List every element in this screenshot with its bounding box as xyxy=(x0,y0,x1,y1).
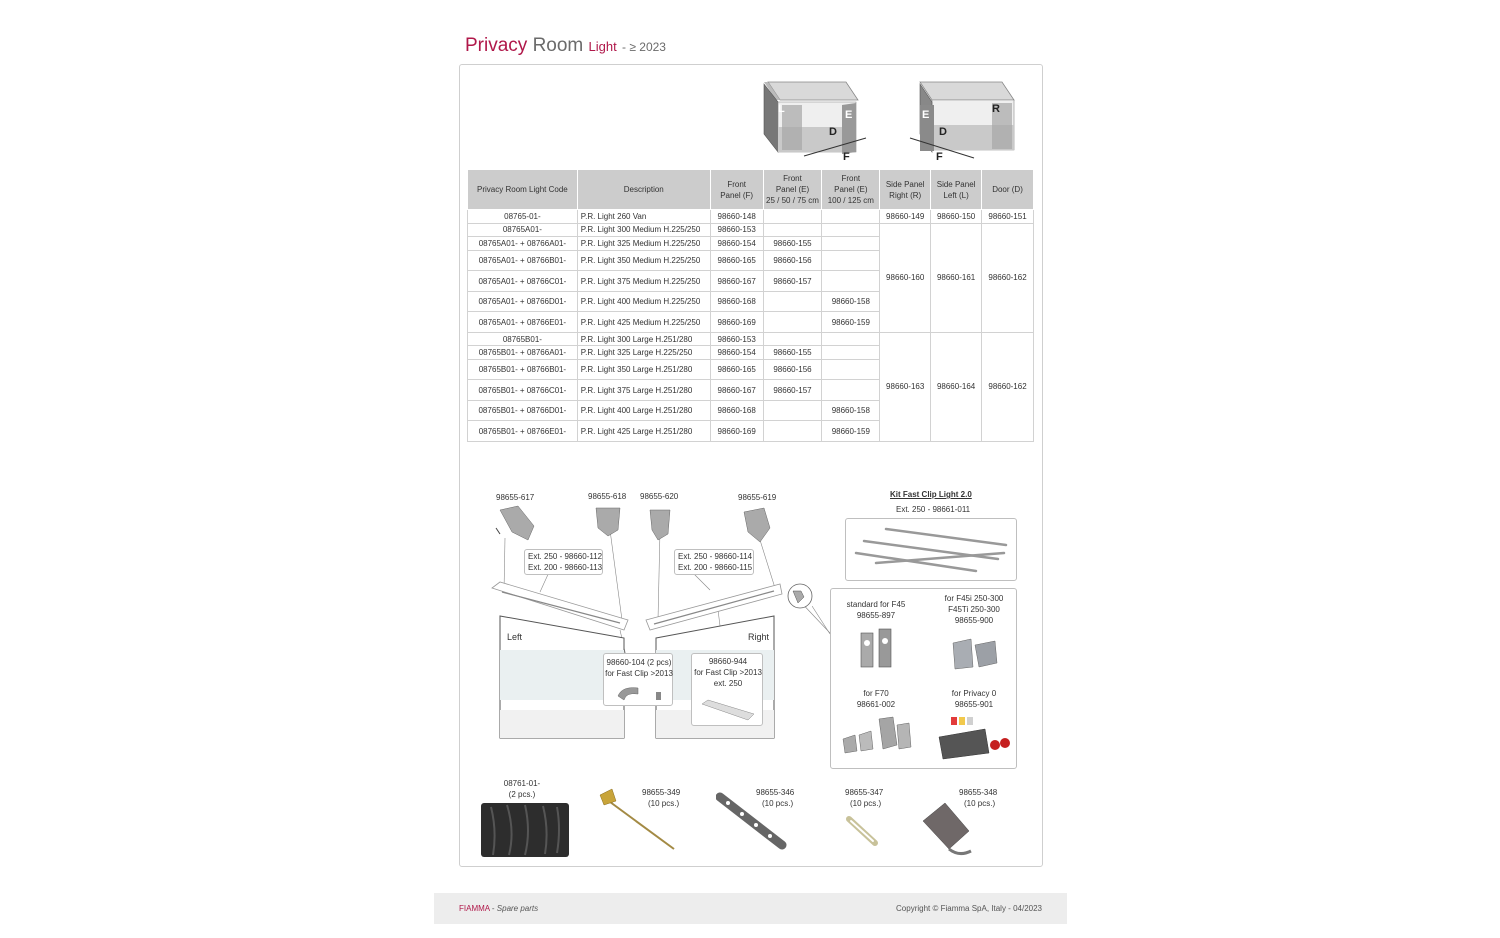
label-98655-617: 98655-617 xyxy=(496,493,535,502)
table-row xyxy=(468,210,1034,224)
clip-104-note: for Fast Clip >2013 xyxy=(605,669,673,678)
cell-front-e2: 98660-158 xyxy=(822,291,880,312)
adapter-f45i-code: 98655-900 xyxy=(954,616,994,625)
header-front-panel-e-small: Front Panel (E) 25 / 50 / 75 cm xyxy=(763,170,822,210)
cell-front-e1: 98660-157 xyxy=(763,271,822,292)
cell-front-f: 98660-167 xyxy=(710,271,763,292)
rail-left-label-box xyxy=(524,549,603,575)
cell-front-e1 xyxy=(763,312,822,333)
label-98655-620: 98655-620 xyxy=(640,492,679,501)
cell-front-e2: 98660-159 xyxy=(822,312,880,333)
cell-front-e2 xyxy=(822,223,880,237)
cell-front-e1: 98660-155 xyxy=(763,346,822,360)
rail-right-ext200: Ext. 200 - 98660-115 xyxy=(678,563,753,572)
clip-944-ext: ext. 250 xyxy=(713,679,743,688)
cell-desc: P.R. Light 375 Large H.251/280 xyxy=(577,380,710,401)
cell-front-e2: 98660-158 xyxy=(822,400,880,421)
cell-side-left: 98660-150 xyxy=(931,210,982,224)
diagram-left-l: L xyxy=(778,103,785,115)
cell-code: 08765-01- xyxy=(468,210,578,224)
cell-front-e1: 98660-157 xyxy=(763,380,822,401)
kit-fast-clip-rails-icon xyxy=(850,523,1014,579)
clip-944-box xyxy=(691,653,763,726)
ring-347-qty: (10 pcs.) xyxy=(850,799,882,808)
cell-front-e2 xyxy=(822,210,880,224)
title-light: Light xyxy=(588,39,617,54)
cell-front-e1 xyxy=(763,400,822,421)
title-privacy: Privacy xyxy=(465,35,528,56)
cell-door: 98660-162 xyxy=(982,223,1034,332)
cell-desc: P.R. Light 350 Large H.251/280 xyxy=(577,359,710,380)
peg-349-code: 98655-349 xyxy=(642,788,681,797)
footer-brand-line xyxy=(459,904,538,913)
cell-front-f: 98660-169 xyxy=(710,421,763,442)
diagram-right-r: R xyxy=(992,103,1000,115)
adapter-f45ti: F45Ti 250-300 xyxy=(948,605,1000,614)
rail-left-ext250: Ext. 250 - 98660-112 xyxy=(528,552,603,561)
diagram-left-f: F xyxy=(843,151,850,163)
cell-front-f: 98660-168 xyxy=(710,291,763,312)
cell-front-f: 98660-168 xyxy=(710,400,763,421)
cell-desc: P.R. Light 260 Van xyxy=(577,210,710,224)
adapter-privacy-code: 98655-901 xyxy=(954,700,994,709)
adapter-privacy-icon xyxy=(937,715,1013,763)
cell-desc: P.R. Light 400 Medium H.225/250 xyxy=(577,291,710,312)
cell-front-e1 xyxy=(763,223,822,237)
adapter-f70-code: 98661-002 xyxy=(856,700,896,709)
cell-front-e1 xyxy=(763,421,822,442)
cell-code: 08765A01- + 08766B01- xyxy=(468,250,578,271)
parts-table xyxy=(467,169,1034,442)
bag-code: 08761-01- xyxy=(503,779,541,788)
footer-brand: FIAMMA xyxy=(459,904,490,913)
cell-front-e1: 98660-156 xyxy=(763,250,822,271)
table-row xyxy=(468,223,1034,237)
clip-944-icon xyxy=(700,698,756,722)
cell-front-e2 xyxy=(822,346,880,360)
header-description: Description xyxy=(577,170,710,210)
cell-side-right: 98660-149 xyxy=(880,210,931,224)
cell-desc: P.R. Light 300 Medium H.225/250 xyxy=(577,223,710,237)
cell-front-f: 98660-165 xyxy=(710,250,763,271)
adapter-f70-icon xyxy=(839,715,915,759)
cell-door: 98660-162 xyxy=(982,332,1034,441)
cell-code: 08765A01- + 08766D01- xyxy=(468,291,578,312)
adapters-box xyxy=(830,588,1017,769)
cell-code: 08765B01- + 08766E01- xyxy=(468,421,578,442)
adapter-f45-code: 98655-897 xyxy=(856,611,896,620)
title-room: Room xyxy=(532,35,584,56)
strap-346-icon xyxy=(716,791,790,851)
kit-fast-clip-box xyxy=(845,518,1017,581)
clip-620-icon xyxy=(650,510,670,540)
cell-front-e1: 98660-156 xyxy=(763,359,822,380)
ring-347-icon xyxy=(843,815,883,849)
kit-fast-clip-title: Kit Fast Clip Light 2.0 xyxy=(890,490,972,499)
label-98655-618: 98655-618 xyxy=(588,492,627,501)
page-footer xyxy=(434,893,1067,924)
diagram-left-e: E xyxy=(845,109,853,121)
clip-617-icon xyxy=(496,506,534,540)
header-front-panel-f: Front Panel (F) xyxy=(710,170,763,210)
clip-104-box xyxy=(603,653,673,706)
cell-front-f: 98660-148 xyxy=(710,210,763,224)
cell-code: 08765A01- + 08766A01- xyxy=(468,237,578,251)
cell-door: 98660-151 xyxy=(982,210,1034,224)
hook-348-qty: (10 pcs.) xyxy=(964,799,996,808)
cell-code: 08765A01- + 08766E01- xyxy=(468,312,578,333)
kit-fast-clip-code: Ext. 250 - 98661-011 xyxy=(896,505,971,514)
rail-right-ext250: Ext. 250 - 98660-114 xyxy=(678,552,753,561)
cell-side-right: 98660-160 xyxy=(880,223,931,332)
cell-front-e2 xyxy=(822,271,880,292)
cell-code: 08765B01- + 08766C01- xyxy=(468,380,578,401)
adapter-f45i-icon xyxy=(949,633,1001,673)
cell-front-f: 98660-153 xyxy=(710,332,763,346)
cell-desc: P.R. Light 325 Medium H.225/250 xyxy=(577,237,710,251)
hook-348-code: 98655-348 xyxy=(959,788,998,797)
cell-code: 08765B01- xyxy=(468,332,578,346)
header-door: Door (D) xyxy=(982,170,1034,210)
clip-619-icon xyxy=(744,508,770,542)
cell-front-f: 98660-154 xyxy=(710,237,763,251)
cell-code: 08765A01- xyxy=(468,223,578,237)
cell-front-f: 98660-167 xyxy=(710,380,763,401)
diagram-right-d: D xyxy=(939,126,947,138)
cell-desc: P.R. Light 425 Large H.251/280 xyxy=(577,421,710,442)
cell-front-e2 xyxy=(822,380,880,401)
storage-bag-icon xyxy=(481,803,569,857)
hook-348-icon xyxy=(919,801,979,857)
diagram-right-f: F xyxy=(936,151,943,163)
adapter-f45-icon xyxy=(855,627,899,675)
clip-104-code: 98660-104 (2 pcs) xyxy=(606,658,672,667)
cell-front-e1: 98660-155 xyxy=(763,237,822,251)
cell-front-e1 xyxy=(763,332,822,346)
clip-618-icon xyxy=(596,508,620,536)
header-front-panel-e-large: Front Panel (E) 100 / 125 cm xyxy=(822,170,880,210)
cell-front-e2: 98660-159 xyxy=(822,421,880,442)
adapter-privacy-title: for Privacy 0 xyxy=(951,689,997,698)
cell-desc: P.R. Light 350 Medium H.225/250 xyxy=(577,250,710,271)
strap-346-qty: (10 pcs.) xyxy=(762,799,794,808)
label-left: Left xyxy=(507,632,523,642)
cell-front-f: 98660-153 xyxy=(710,223,763,237)
cell-side-left: 98660-161 xyxy=(931,223,982,332)
rail-left-ext200: Ext. 200 - 98660-113 xyxy=(528,563,603,572)
bag-qty: (2 pcs.) xyxy=(508,790,536,799)
cell-front-e2 xyxy=(822,332,880,346)
diagram-right-e: E xyxy=(922,109,930,121)
cell-desc: P.R. Light 325 Large H.225/250 xyxy=(577,346,710,360)
header-side-panel-right: Side Panel Right (R) xyxy=(880,170,931,210)
clip-944-note: for Fast Clip >2013 xyxy=(694,668,762,677)
rail-right-label-box xyxy=(674,549,754,575)
clip-104-icon xyxy=(616,684,666,702)
cell-front-e1 xyxy=(763,210,822,224)
diagram-left-d: D xyxy=(829,126,837,138)
footer-separator: - xyxy=(489,904,497,913)
cell-desc: P.R. Light 400 Large H.251/280 xyxy=(577,400,710,421)
table-row xyxy=(468,332,1034,346)
cell-front-e2 xyxy=(822,237,880,251)
cell-code: 08765A01- + 08766C01- xyxy=(468,271,578,292)
footer-subtitle: Spare parts xyxy=(496,904,539,913)
adapter-connector xyxy=(812,606,832,636)
peg-349-icon xyxy=(598,787,681,853)
cell-front-e2 xyxy=(822,250,880,271)
cell-desc: P.R. Light 375 Medium H.225/250 xyxy=(577,271,710,292)
title-year: - ≥ 2023 xyxy=(622,40,666,54)
page-title xyxy=(465,35,666,57)
adapter-f45-title: standard for F45 xyxy=(846,600,906,609)
peg-349-qty: (10 pcs.) xyxy=(648,799,680,808)
cell-side-left: 98660-164 xyxy=(931,332,982,441)
cell-front-e1 xyxy=(763,291,822,312)
ring-347-code: 98655-347 xyxy=(845,788,884,797)
tent-diagram-left xyxy=(760,72,872,164)
cell-code: 08765B01- + 08766B01- xyxy=(468,359,578,380)
label-right: Right xyxy=(748,632,770,642)
cell-front-f: 98660-165 xyxy=(710,359,763,380)
label-98655-619: 98655-619 xyxy=(738,493,777,502)
adapter-f70-title: for F70 xyxy=(863,689,889,698)
clip-944-code: 98660-944 xyxy=(708,657,748,666)
cell-desc: P.R. Light 300 Large H.251/280 xyxy=(577,332,710,346)
cell-code: 08765B01- + 08766A01- xyxy=(468,346,578,360)
adapter-f45i-title: for F45i 250-300 xyxy=(944,594,1004,603)
header-side-panel-left: Side Panel Left (L) xyxy=(931,170,982,210)
table-header-row xyxy=(468,170,1034,210)
cell-front-f: 98660-154 xyxy=(710,346,763,360)
footer-copyright: Copyright © Fiamma SpA, Italy - 04/2023 xyxy=(896,904,1042,913)
tent-diagram-right xyxy=(906,72,1018,164)
header-code: Privacy Room Light Code xyxy=(468,170,578,210)
cell-front-f: 98660-169 xyxy=(710,312,763,333)
cell-front-e2 xyxy=(822,359,880,380)
strap-346-code: 98655-346 xyxy=(756,788,795,797)
cell-desc: P.R. Light 425 Medium H.225/250 xyxy=(577,312,710,333)
cell-code: 08765B01- + 08766D01- xyxy=(468,400,578,421)
cell-side-right: 98660-163 xyxy=(880,332,931,441)
